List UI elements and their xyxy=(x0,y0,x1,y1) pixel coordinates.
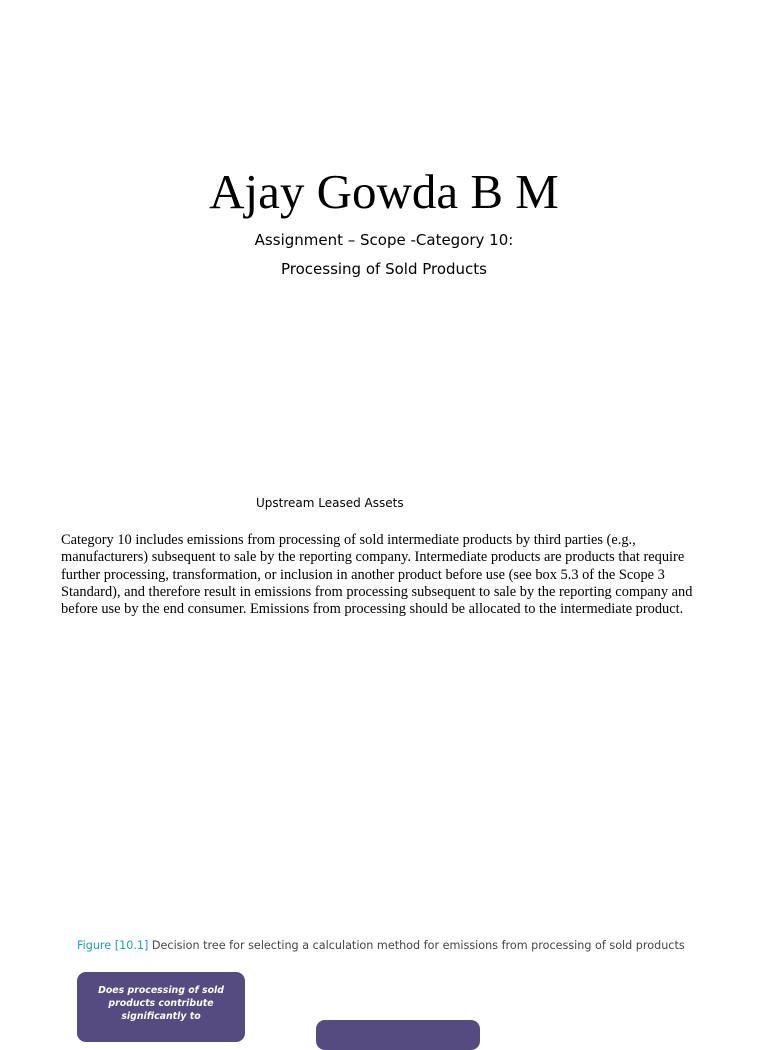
figure-number: Figure [10.1] xyxy=(77,939,149,952)
assignment-subtitle-line-2: Processing of Sold Products xyxy=(280,260,487,278)
section-label: Upstream Leased Assets xyxy=(256,496,404,510)
assignment-subtitle-line-1: Assignment – Scope -Category 10: xyxy=(254,231,514,249)
category-description-paragraph: Category 10 includes emissions from processing of sold intermediate products by third parties (e.g., manufacturers) subsequent to sale by the reporting company. Intermediate products are products that require further processing, transformation, or inclusion in another product before use (see box 5.3 of the Scope 3 Standard), and therefore result in emissions from processing subsequent to sale by the reporting company and before use by the end consumer. Emissions from processing should be allocated to the intermediate product. xyxy=(61,532,693,618)
decision-tree-next-box xyxy=(316,1020,480,1050)
figure-caption xyxy=(77,938,737,954)
figure-caption-text: Decision tree for selecting a calculation method for emissions from processing of sold products xyxy=(148,939,685,952)
decision-tree-question-box: Does processing of sold products contribute significantly to xyxy=(77,972,245,1042)
author-name: Ajay Gowda B M xyxy=(209,164,559,219)
